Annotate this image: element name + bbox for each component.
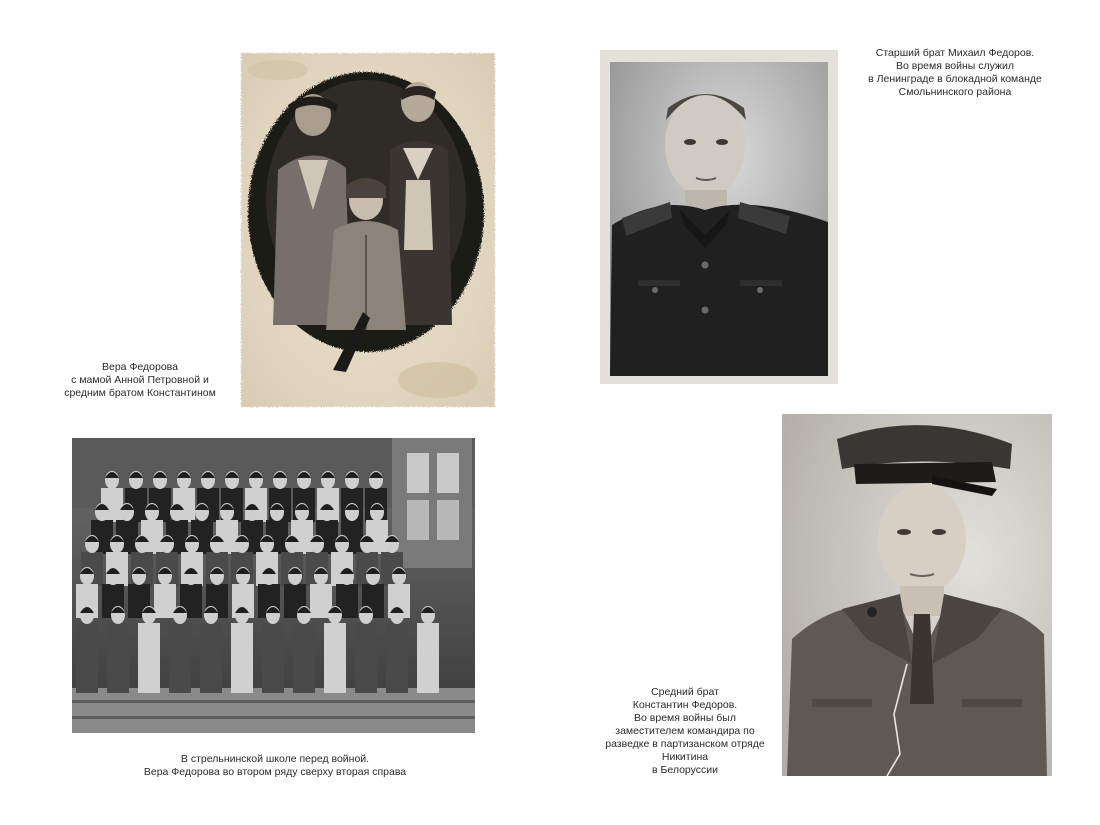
caption-line: с мамой Анной Петровной и	[71, 374, 209, 386]
caption-line: Старший брат Михаил Федоров.	[875, 47, 1035, 59]
konstantin-photo-caption	[590, 686, 780, 777]
student-figure	[76, 623, 98, 693]
caption-line: средним братом Константином	[64, 387, 216, 399]
caption-line: Константин Федоров.	[632, 699, 738, 711]
caption-line: Средний брат	[651, 686, 719, 698]
mikhail-portrait-image	[600, 50, 838, 384]
student-figure	[107, 623, 129, 693]
student-figure	[231, 623, 253, 693]
school-group-image	[72, 438, 475, 733]
student-figure	[324, 623, 346, 693]
student-figure	[138, 623, 160, 693]
student-figure	[154, 584, 176, 618]
caption-line: разведке в партизанском отряде	[605, 738, 765, 750]
mikhail-portrait-photo	[600, 50, 838, 384]
family-portrait-photo	[238, 50, 498, 410]
caption-line: Вера Федорова во втором ряду сверху вторая справа	[143, 766, 407, 778]
caption-line: Вера Федорова	[102, 361, 178, 373]
student-figure	[386, 623, 408, 693]
caption-line: в Белоруссии	[651, 764, 719, 776]
school-group-photo	[72, 438, 475, 733]
student-figure	[417, 623, 439, 693]
student-figure	[200, 623, 222, 693]
caption-line: В стрельнинской школе перед войной.	[180, 753, 370, 765]
school-photo-caption	[110, 753, 440, 779]
student-figure	[262, 623, 284, 693]
student-figure	[355, 623, 377, 693]
family-photo-caption	[40, 361, 240, 400]
student-figure	[169, 623, 191, 693]
caption-line: Никитина	[661, 751, 709, 763]
caption-line: Во время войны служил	[895, 60, 1015, 72]
student-figure	[293, 623, 315, 693]
caption-line: в Ленинграде в блокадной команде	[868, 73, 1042, 85]
konstantin-portrait-photo	[782, 414, 1052, 776]
konstantin-portrait-image	[782, 414, 1052, 776]
caption-line: заместителем командира по	[615, 725, 755, 737]
mikhail-photo-caption	[850, 47, 1060, 99]
caption-line: Смольнинского района	[898, 86, 1012, 98]
family-portrait-image	[238, 50, 498, 410]
caption-line: Во время войны был	[634, 712, 736, 724]
